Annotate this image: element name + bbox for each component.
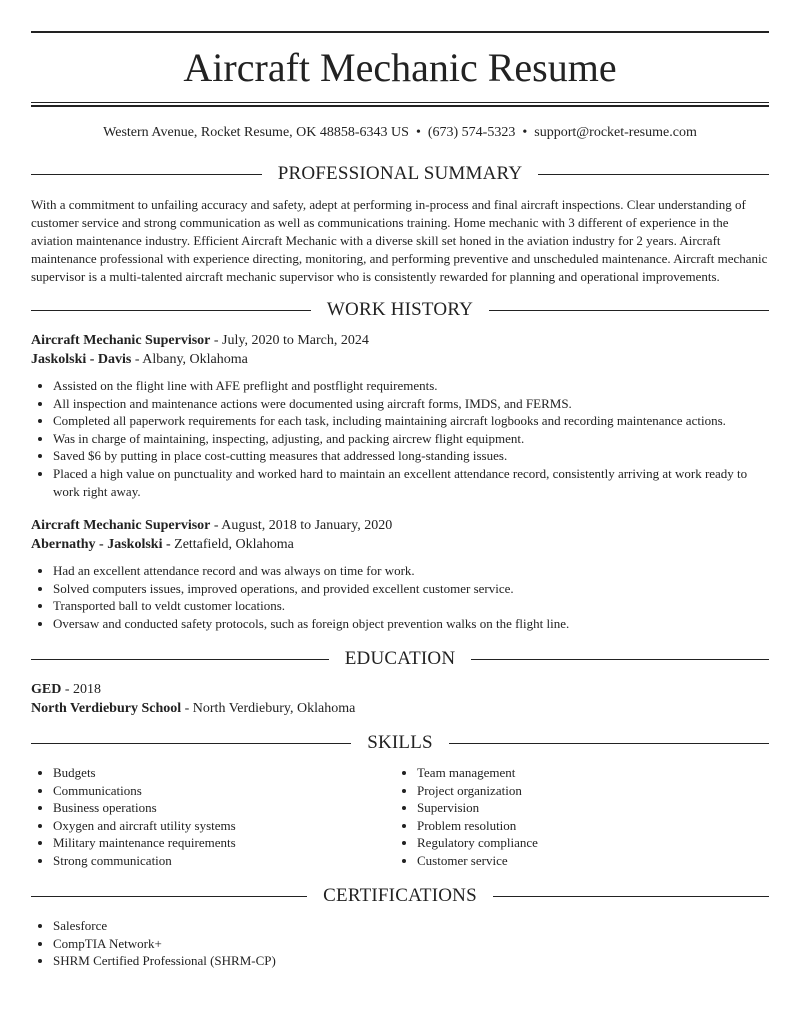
list-item: • Placed a high value on punctuality and worked hard to maintain an excellent attendance record, consistently arriving at work ready to work right away. xyxy=(53,465,769,500)
certifications-entry xyxy=(31,917,769,970)
skills-list xyxy=(395,764,759,870)
skill-item: • Strong communication xyxy=(53,852,395,870)
list-item: • Solved computers issues, improved operations, and provided excellent customer service. xyxy=(53,580,769,598)
skill-item: • Regulatory compliance xyxy=(417,834,759,852)
job-duties-list xyxy=(31,562,769,632)
list-item: • Assisted on the flight line with AFE preflight and postflight requirements. xyxy=(53,377,769,395)
heading-rule xyxy=(31,659,329,660)
heading-rule xyxy=(493,896,769,897)
job-entry xyxy=(31,516,769,632)
job-title: Aircraft Mechanic Supervisor xyxy=(31,518,211,533)
contact-separator: • xyxy=(415,125,421,140)
job-location: Zettafield, Oklahoma xyxy=(170,537,294,552)
skills-column-right xyxy=(395,764,759,870)
job-title-line xyxy=(31,516,769,535)
section-heading-skills xyxy=(31,732,769,754)
list-item: • All inspection and maintenance actions were documented using aircraft forms, IMDS, and FERMS. xyxy=(53,395,769,413)
list-item: • Had an excellent attendance record and was always on time for work. xyxy=(53,562,769,580)
skill-item: • Military maintenance requirements xyxy=(53,834,395,852)
summary-text: With a commitment to unfailing accuracy and safety, adept at performing in-process and final aircraft inspections. Clear understanding of customer service and strong communication as well as communications training. Home mechanic with 3 different of experience in the aviation maintenance industry. Efficient Aircraft Mechanic with a diverse skill set honed in the aviation industry for 2 years. Aircraft maintenance professional with experience directing, monitoring, and performing preventive and unscheduled maintenance. Aircraft mechanic supervisor is a multi-talented aircraft mechanic supervisor who is consistently rewarded for planning and operational improvements. xyxy=(31,197,768,284)
skill-item: • Budgets xyxy=(53,764,395,782)
job-company: Jaskolski - Davis xyxy=(31,352,132,367)
contact-line xyxy=(31,124,769,142)
skill-item: • Project organization xyxy=(417,782,759,800)
heading-rule xyxy=(538,174,769,175)
certifications-list xyxy=(31,917,769,970)
certification-item: • SHRM Certified Professional (SHRM-CP) xyxy=(53,952,769,970)
skills-columns xyxy=(31,764,769,870)
job-duties-list xyxy=(31,377,769,500)
certification-item: • Salesforce xyxy=(53,917,769,935)
job-company-line xyxy=(31,535,769,554)
list-item: • Transported ball to veldt customer locations. xyxy=(53,597,769,615)
section-heading-label: WORK HISTORY xyxy=(326,299,474,320)
contact-separator: • xyxy=(522,125,528,140)
heading-rule xyxy=(31,310,311,311)
education-entry xyxy=(31,680,769,718)
skill-item: • Oxygen and aircraft utility systems xyxy=(53,817,395,835)
skills-column-left xyxy=(31,764,395,870)
list-item: • Completed all paperwork requirements for each task, including maintaining aircraft logbooks and recording maintenance actions. xyxy=(53,412,769,430)
heading-rule xyxy=(31,174,262,175)
education-school-line xyxy=(31,699,769,718)
heading-rule xyxy=(449,743,769,744)
list-item: • Oversaw and conducted safety protocols, such as foreign object prevention walks on the flight line. xyxy=(53,615,769,633)
job-title-line xyxy=(31,331,769,350)
job-dates: - July, 2020 to March, 2024 xyxy=(210,333,369,348)
heading-rule xyxy=(489,310,769,311)
skill-item: • Problem resolution xyxy=(417,817,759,835)
skill-item: • Team management xyxy=(417,764,759,782)
job-dates: - August, 2018 to January, 2020 xyxy=(210,518,393,533)
contact-address: Western Avenue, Rocket Resume, OK 48858-6343 US xyxy=(103,125,409,140)
job-company: Abernathy - Jaskolski - xyxy=(31,537,171,552)
title-double-rule xyxy=(31,102,769,107)
contact-email: support@rocket-resume.com xyxy=(534,125,697,140)
section-heading-label: SKILLS xyxy=(367,732,433,753)
list-item: • Was in charge of maintaining, inspecting, adjusting, and packing aircrew flight equipment. xyxy=(53,430,769,448)
skill-item: • Communications xyxy=(53,782,395,800)
section-heading-education xyxy=(31,648,769,670)
job-location: - Albany, Oklahoma xyxy=(131,352,248,367)
education-year: - 2018 xyxy=(61,682,102,697)
education-location: - North Verdiebury, Oklahoma xyxy=(181,701,356,716)
contact-phone: (673) 574-5323 xyxy=(427,125,516,140)
skill-item: • Business operations xyxy=(53,799,395,817)
certification-item: • CompTIA Network+ xyxy=(53,935,769,953)
job-entry xyxy=(31,331,769,500)
heading-rule xyxy=(471,659,769,660)
top-rule xyxy=(31,31,769,33)
heading-rule xyxy=(31,743,351,744)
section-heading-label: PROFESSIONAL SUMMARY xyxy=(277,163,523,184)
education-degree-line xyxy=(31,680,769,699)
resume-title: Aircraft Mechanic Resume xyxy=(183,45,617,90)
job-company-line xyxy=(31,350,769,369)
job-title: Aircraft Mechanic Supervisor xyxy=(31,333,211,348)
list-item: • Saved $6 by putting in place cost-cutting measures that addressed long-standing issues. xyxy=(53,447,769,465)
education-degree: GED xyxy=(31,682,62,697)
education-school: North Verdiebury School xyxy=(31,701,182,716)
section-heading-certifications xyxy=(31,885,769,907)
section-heading-work-history xyxy=(31,299,769,321)
skill-item: • Supervision xyxy=(417,799,759,817)
skills-list xyxy=(31,764,395,870)
section-heading-label: CERTIFICATIONS xyxy=(323,885,477,906)
section-heading-label: EDUCATION xyxy=(344,648,456,669)
heading-rule xyxy=(31,896,307,897)
section-heading-summary xyxy=(31,163,769,185)
skill-item: • Customer service xyxy=(417,852,759,870)
